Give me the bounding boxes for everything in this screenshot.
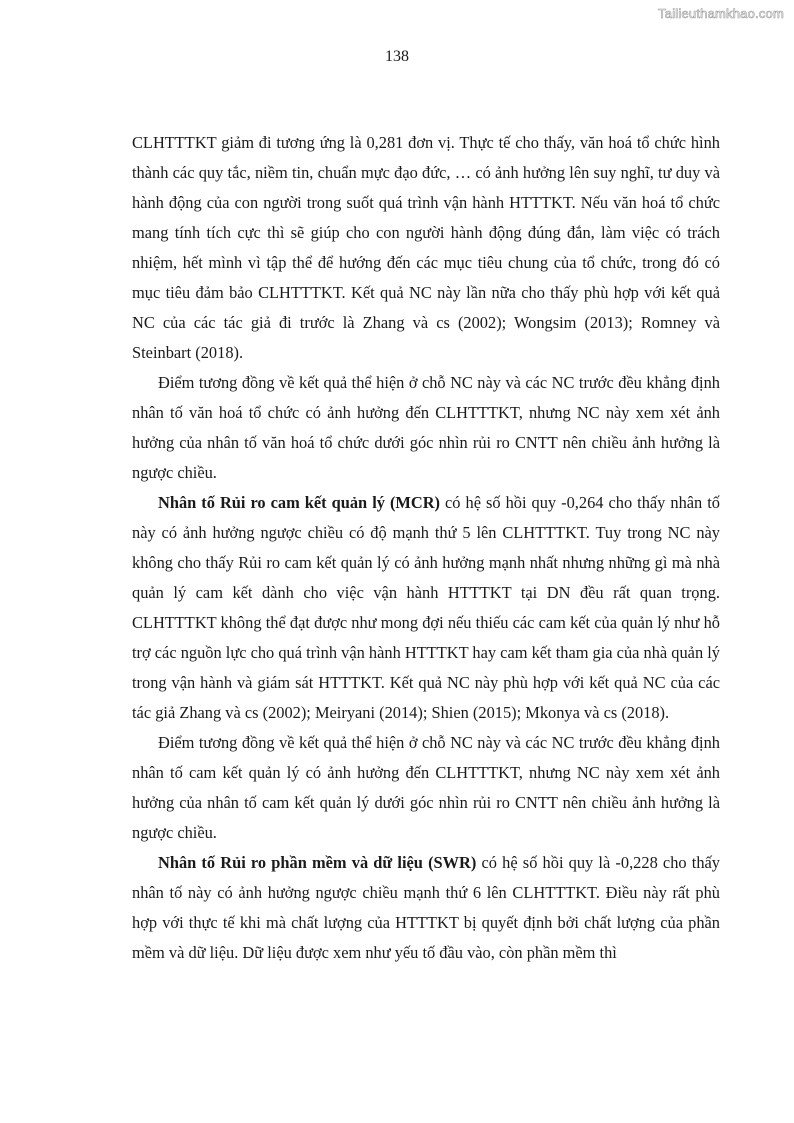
paragraph bbox=[132, 848, 720, 968]
paragraph bbox=[132, 728, 720, 848]
page-number: 138 bbox=[385, 48, 409, 65]
paragraph-text: có hệ số hồi quy là -0,228 cho thấy nhân tố này có ảnh hưởng ngược chiều mạnh thứ 6 lên CLHTTTKT. Điều này rất phù hợp với thực tế khi mà chất lượng của HTTTKT bị quyết định bởi chất lượng của phần mềm và dữ liệu. Dữ liệu được xem như yếu tố đầu vào, còn phần mềm thì bbox=[132, 853, 720, 962]
paragraph-text: có hệ số hồi quy -0,264 cho thấy nhân tố này có ảnh hưởng ngược chiều có độ mạnh thứ 5 lên CLHTTTKT. Tuy trong NC này không cho thấy Rủi ro cam kết quản lý có ảnh hưởng mạnh nhất nhưng những gì mà nhà quản lý cam kết dành cho việc vận hành HTTTKT tại DN đều rất quan trọng. CLHTTTKT không thể đạt được như mong đợi nếu thiếu các cam kết của quản lý như hỗ trợ các nguồn lực cho quá trình vận hành HTTTKT hay cam kết tham gia của nhà quản lý trong vận hành và giám sát HTTTKT. Kết quả NC này phù hợp với kết quả NC của các tác giả Zhang và cs (2002); Meiryani (2014); Shien (2015); Mkonya và cs (2018). bbox=[132, 493, 721, 722]
paragraph-text: Điểm tương đồng về kết quả thể hiện ở chỗ NC này và các NC trước đều khẳng định nhân tố cam kết quản lý có ảnh hưởng đến CLHTTTKT, nhưng NC này xem xét ảnh hưởng của nhân tố cam kết quản lý dưới góc nhìn rủi ro CNTT nên chiều ảnh hưởng là ngược chiều. bbox=[132, 733, 720, 842]
document-body bbox=[132, 128, 720, 968]
paragraph bbox=[132, 488, 720, 728]
paragraph-lead: Nhân tố Rủi ro cam kết quản lý (MCR) bbox=[158, 493, 441, 512]
paragraph bbox=[132, 128, 720, 368]
paragraph-text: CLHTTTKT giảm đi tương ứng là 0,281 đơn vị. Thực tế cho thấy, văn hoá tổ chức hình thành các quy tắc, niềm tin, chuẩn mực đạo đức, … có ảnh hưởng lên suy nghĩ, tư duy và hành động của con người trong suốt quá trình vận hành HTTTKT. Nếu văn hoá tổ chức mang tính tích cực thì sẽ giúp cho con người hành động đúng đắn, làm việc có trách nhiệm, hết mình vì tập thể để hướng đến các mục tiêu chung của tổ chức, trong đó có mục tiêu đảm bảo CLHTTTKT. Kết quả NC này lần nữa cho thấy phù hợp với kết quả NC của các tác giả đi trước là Zhang và cs (2002); Wongsim (2013); Romney và Steinbart (2018). bbox=[132, 133, 720, 362]
paragraph bbox=[132, 368, 720, 488]
paragraph-text: Điểm tương đồng về kết quả thể hiện ở chỗ NC này và các NC trước đều khẳng định nhân tố văn hoá tổ chức có ảnh hưởng đến CLHTTTKT, nhưng NC này xem xét ảnh hưởng của nhân tố văn hoá tổ chức dưới góc nhìn rủi ro CNTT nên chiều ảnh hưởng là ngược chiều. bbox=[132, 373, 720, 482]
watermark: Tailieuthamkhao.com bbox=[658, 6, 784, 21]
paragraph-lead: Nhân tố Rủi ro phần mềm và dữ liệu (SWR) bbox=[158, 853, 477, 872]
